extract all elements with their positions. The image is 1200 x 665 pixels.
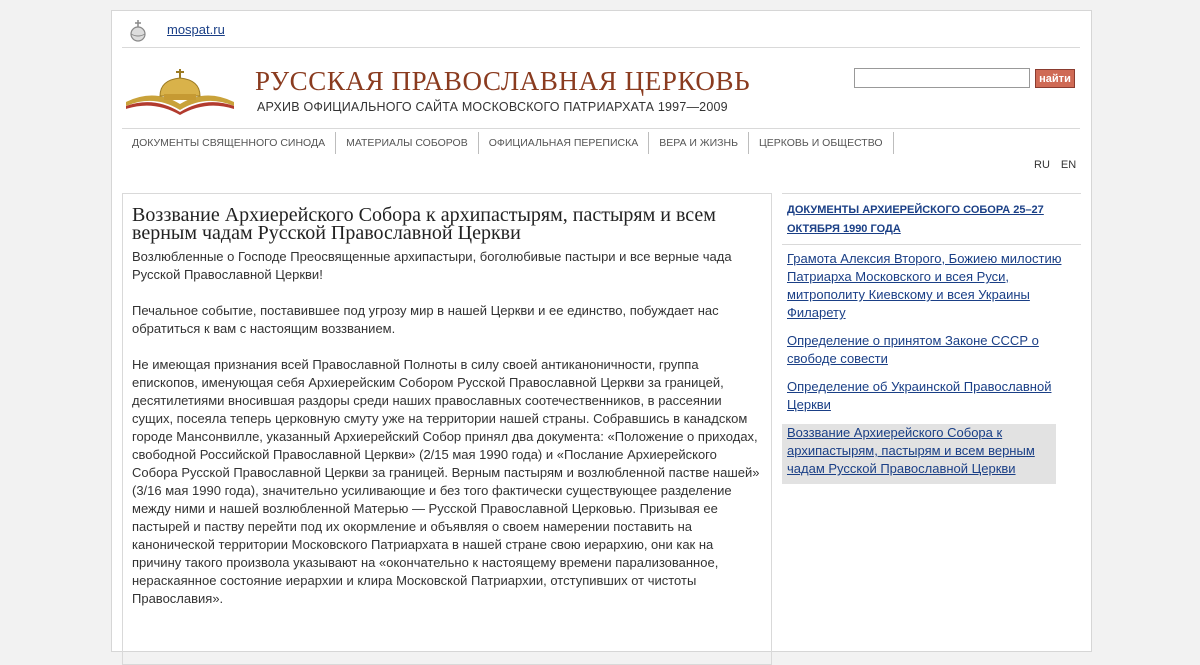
header (122, 48, 1080, 129)
nav-item-council-materials[interactable]: МАТЕРИАЛЫ СОБОРОВ (336, 132, 479, 154)
nav-item-official-correspondence[interactable]: ОФИЦИАЛЬНАЯ ПЕРЕПИСКА (479, 132, 649, 154)
article-paragraph: Печальное событие, поставившее под угрозу мир в нашей Церкви и ее единство, побуждает нас обратиться к вам с настоящим воззванием. (132, 303, 719, 336)
nav-item-faith-and-life[interactable]: ВЕРА И ЖИЗНЬ (649, 132, 749, 154)
site-subtitle: АРХИВ ОФИЦИАЛЬНОГО САЙТА МОСКОВСКОГО ПАТРИАРХАТА 1997—2009 (257, 100, 728, 114)
article-paragraph: Возлюбленные о Господе Преосвященные архипастыри, боголюбивые пастыри и все верные чада Русской Православной Церкви! (132, 249, 732, 282)
sidebar-heading-link[interactable]: ДОКУМЕНТЫ АРХИЕРЕЙСКОГО СОБОРА 25–27 ОКТЯБРЯ 1990 ГОДА (787, 204, 1044, 235)
language-switcher (1034, 159, 1076, 171)
search-button[interactable]: найти (1035, 69, 1075, 88)
sidebar-heading (782, 193, 1081, 245)
top-bar (122, 17, 1080, 48)
nav-item-church-and-society[interactable]: ЦЕРКОВЬ И ОБЩЕСТВО (749, 132, 894, 154)
sidebar-list (782, 245, 1081, 484)
article-paragraph: Не имеющая признания всей Православной Полноты в силу своей антиканоничности, группа епископов, именующая себя Архиерейским Собором Русской Православной Церкви за границей, десятилетиями вносившая раздоры среди наших православных соотечественников, в рассеянии сущих, посеяла теперь церковную смуту уже на территории нашей страны. Собравшись в канадском городе Мансонвилле, указанный Архиерейский Собор принял два документа: «Положение о приходах, свободной Российской Православной Церкви» (2/15 мая 1990 года) и «Послание Архиерейского Собора Русской Православной Церкви за границей. Верным пастырям и возлюбленной пастве нашей» (3/16 мая 1990 года), значительно усиливающие и без того фактически существующее разделение между ними и нашей возлюбленной Матерью — Русской Православной Церковью. Призывая ее пастырей и паству перейти под их окормление и объявляя о своем намерении поставить на канонической территории Московского Патриархата в нашей стране свою иерархию, они как на причину такого произвола указывают на «окончательно к настоящему времени парализованное, нераскаянное состояние иерархии и клира Московской Патриархии, отступивших от чистоты Православия». (132, 357, 760, 606)
lang-ru[interactable]: RU (1034, 159, 1050, 171)
article-body (132, 248, 764, 626)
lang-en[interactable]: EN (1060, 159, 1077, 171)
sidebar (782, 193, 1081, 494)
sidebar-link-gramota[interactable]: Грамота Алексия Второго, Божиею милостию Патриарха Московского и всея Руси, митрополиту Киевскому и всея Украины Филарету (787, 251, 1062, 320)
site-title: РУССКАЯ ПРАВОСЛАВНАЯ ЦЕРКОВЬ (255, 66, 751, 96)
cross-orb-icon (128, 19, 148, 43)
sidebar-link-freedom-of-conscience[interactable]: Определение о принятом Законе СССР о свободе совести (787, 333, 1039, 366)
cathedral-dome-logo-icon[interactable] (124, 68, 236, 116)
site-link[interactable]: mospat.ru (167, 22, 225, 37)
nav-item-synod-documents[interactable]: ДОКУМЕНТЫ СВЯЩЕННОГО СИНОДА (122, 132, 336, 154)
main-nav (122, 132, 894, 154)
sidebar-link-ukrainian-church[interactable]: Определение об Украинской Православной Церкви (787, 379, 1052, 412)
page-container (111, 10, 1092, 652)
search-input[interactable] (854, 68, 1030, 88)
article-panel (122, 193, 772, 665)
article-title: Воззвание Архиерейского Собора к архипастырям, пастырям и всем верным чадам Русской Православной Церкви (132, 204, 716, 244)
sidebar-link-appeal-active[interactable]: Воззвание Архиерейского Собора к архипастырям, пастырям и всем верным чадам Русской Православной Церкви (782, 424, 1056, 484)
